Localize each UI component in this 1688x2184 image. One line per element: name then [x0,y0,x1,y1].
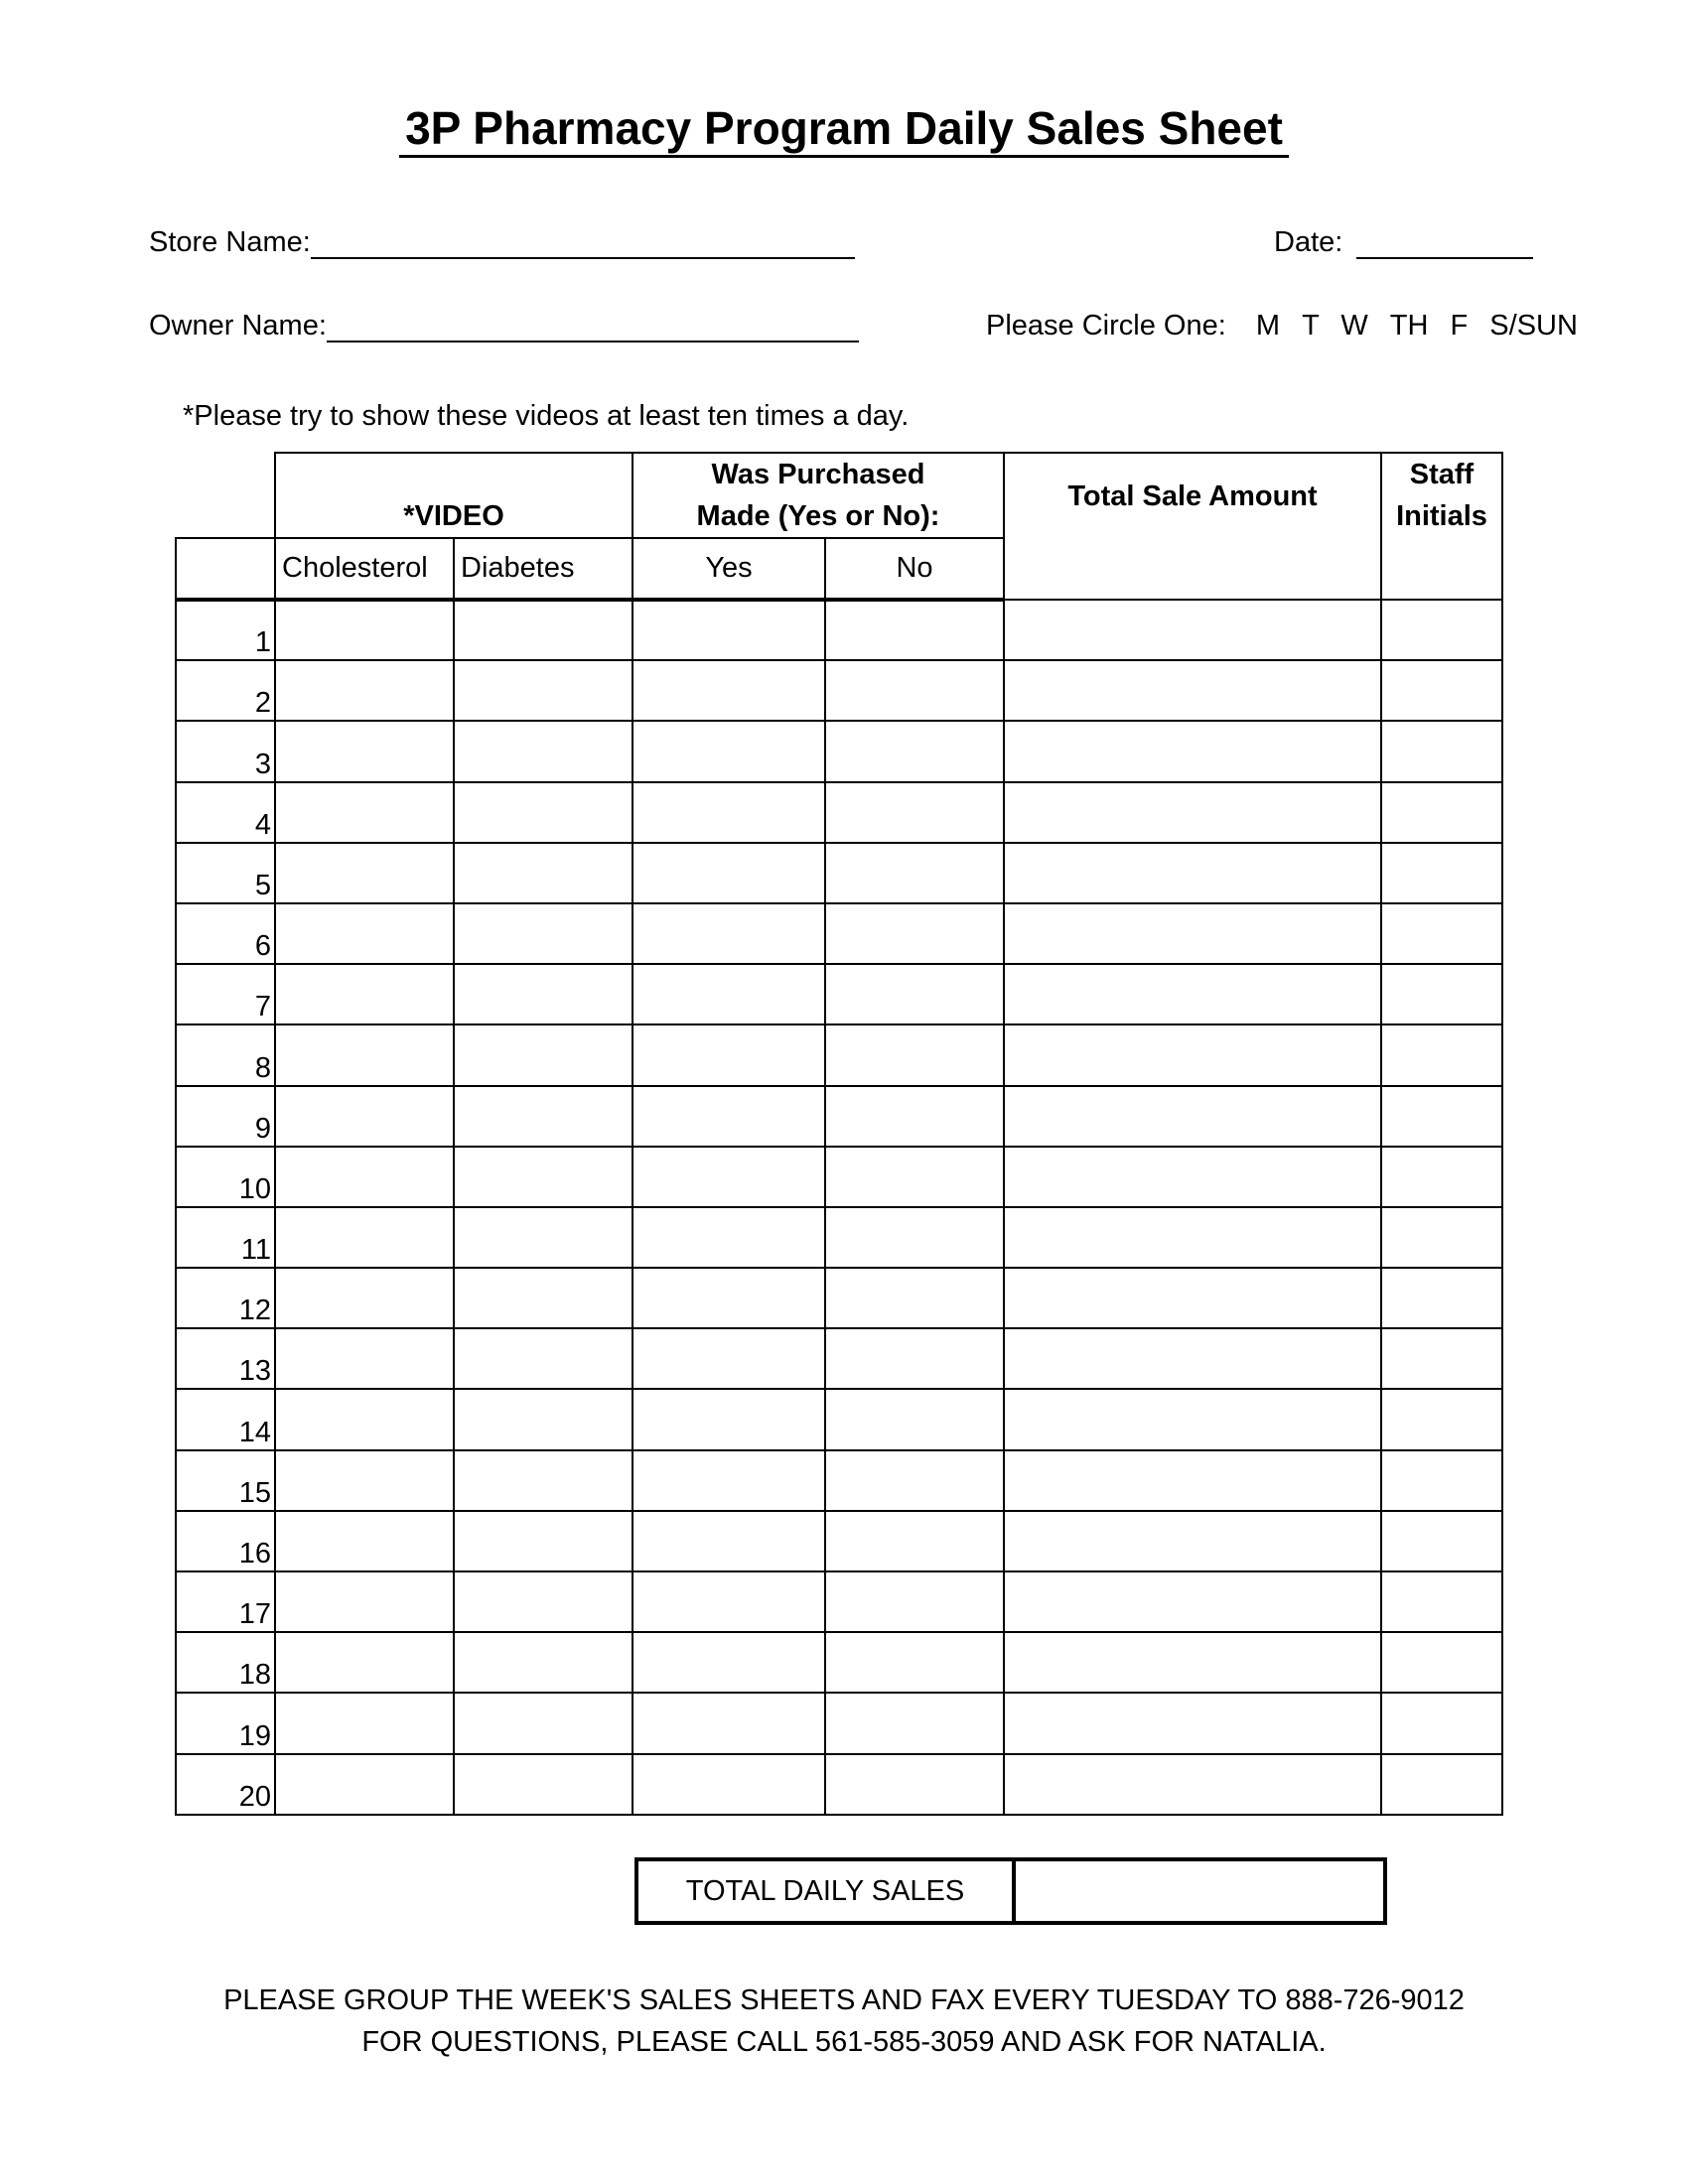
staff-initials-cell[interactable] [1381,1086,1502,1147]
cholesterol-cell[interactable] [275,1086,454,1147]
cholesterol-cell[interactable] [275,903,454,964]
footer-fax-instructions: PLEASE GROUP THE WEEK'S SALES SHEETS AND FAX EVERY TUESDAY TO 888-726-9012 [223,1984,1465,2016]
diabetes-cell[interactable] [454,1268,633,1328]
table-row [176,843,1502,903]
purchased-header [633,453,1004,538]
row-number-header [176,538,275,600]
circle-one-label: Please Circle One: [986,310,1226,341]
store-name-label: Store Name: [149,226,311,258]
table-row [176,660,1502,721]
no-cell[interactable] [825,1754,1004,1815]
header-blank [176,453,275,538]
yes-cell[interactable] [633,1207,825,1268]
row-number: 1 [176,600,275,660]
total-sale-cell[interactable] [1004,843,1381,903]
diabetes-cell[interactable] [454,660,633,721]
total-sale-cell[interactable] [1004,1147,1381,1207]
store-name-row [149,226,855,259]
yes-cell[interactable] [633,1450,825,1511]
cholesterol-cell[interactable] [275,1147,454,1207]
no-cell[interactable] [825,1207,1004,1268]
diabetes-cell[interactable] [454,1693,633,1753]
diabetes-cell[interactable] [454,964,633,1024]
table-row [176,721,1502,781]
no-cell[interactable] [825,1693,1004,1753]
yes-cell[interactable] [633,1754,825,1815]
table-row [176,1086,1502,1147]
yes-cell[interactable] [633,1328,825,1389]
row-number: 8 [176,1024,275,1085]
row-number: 15 [176,1450,275,1511]
row-number: 7 [176,964,275,1024]
staff-initials-cell[interactable] [1381,1511,1502,1571]
no-header: No [825,538,1004,600]
video-note: *Please try to show these videos at least ten times a day. [183,400,910,432]
cholesterol-cell[interactable] [275,782,454,843]
total-sale-cell[interactable] [1004,903,1381,964]
cholesterol-cell[interactable] [275,721,454,781]
diabetes-cell[interactable] [454,1389,633,1449]
day-option-t[interactable]: T [1302,310,1320,341]
row-number: 12 [176,1268,275,1328]
staff-header-line2: Initials [1396,500,1487,532]
cholesterol-cell[interactable] [275,1571,454,1632]
row-number: 5 [176,843,275,903]
no-cell[interactable] [825,782,1004,843]
table-row [176,1632,1502,1693]
yes-cell[interactable] [633,1086,825,1147]
no-cell[interactable] [825,1086,1004,1147]
row-number: 16 [176,1511,275,1571]
no-cell[interactable] [825,843,1004,903]
owner-name-label: Owner Name: [149,310,327,341]
table-row [176,1024,1502,1085]
video-header: *VIDEO [275,453,633,538]
page-title [0,101,1688,155]
total-sale-cell[interactable] [1004,1693,1381,1753]
row-number: 3 [176,721,275,781]
total-sale-header: Total Sale Amount [1004,453,1381,600]
owner-name-row [149,310,859,342]
total-daily-sales-label: TOTAL DAILY SALES [638,1861,1016,1921]
table-row [176,1754,1502,1815]
diabetes-cell[interactable] [454,1571,633,1632]
owner-name-field[interactable] [327,313,859,342]
yes-cell[interactable] [633,1024,825,1085]
table-row [176,1268,1502,1328]
row-number: 14 [176,1389,275,1449]
diabetes-cell[interactable] [454,1754,633,1815]
row-number: 4 [176,782,275,843]
date-row [1274,226,1533,259]
header-row [176,453,1502,538]
table-row [176,1207,1502,1268]
table-row [176,903,1502,964]
total-sale-cell[interactable] [1004,1632,1381,1693]
staff-initials-cell[interactable] [1381,660,1502,721]
staff-initials-cell[interactable] [1381,1632,1502,1693]
staff-initials-cell[interactable] [1381,843,1502,903]
staff-initials-cell[interactable] [1381,600,1502,660]
cholesterol-cell[interactable] [275,1511,454,1571]
cholesterol-cell[interactable] [275,1268,454,1328]
footer-contact-info: FOR QUESTIONS, PLEASE CALL 561-585-3059 AND ASK FOR NATALIA. [361,2026,1327,2058]
no-cell[interactable] [825,660,1004,721]
total-sale-cell[interactable] [1004,1328,1381,1389]
total-sale-cell[interactable] [1004,660,1381,721]
total-sale-cell[interactable] [1004,1207,1381,1268]
total-daily-sales-box [634,1857,1387,1925]
staff-header-line1: Staff [1409,459,1475,490]
diabetes-cell[interactable] [454,600,633,660]
row-number: 18 [176,1632,275,1693]
total-sale-cell[interactable] [1004,1511,1381,1571]
table-row [176,1571,1502,1632]
yes-cell[interactable] [633,1693,825,1753]
day-option-th[interactable]: TH [1389,310,1429,341]
table-row [176,782,1502,843]
total-sale-cell[interactable] [1004,600,1381,660]
cholesterol-cell[interactable] [275,1389,454,1449]
cholesterol-cell[interactable] [275,1693,454,1753]
total-daily-sales-field[interactable] [1016,1861,1383,1921]
staff-initials-cell[interactable] [1381,964,1502,1024]
diabetes-cell[interactable] [454,1086,633,1147]
staff-initials-cell[interactable] [1381,1571,1502,1632]
cholesterol-cell[interactable] [275,843,454,903]
diabetes-cell[interactable] [454,1450,633,1511]
yes-cell[interactable] [633,964,825,1024]
diabetes-header: Diabetes [454,538,633,600]
diabetes-cell[interactable] [454,1328,633,1389]
purchased-header-line2: Made (Yes or No): [696,500,940,532]
no-cell[interactable] [825,1571,1004,1632]
cholesterol-cell[interactable] [275,1632,454,1693]
row-number: 2 [176,660,275,721]
yes-cell[interactable] [633,1632,825,1693]
date-label: Date: [1274,226,1343,258]
diabetes-cell[interactable] [454,782,633,843]
diabetes-cell[interactable] [454,843,633,903]
total-sale-cell[interactable] [1004,1086,1381,1147]
day-circle-row [986,310,1578,342]
total-sale-cell[interactable] [1004,1754,1381,1815]
diabetes-cell[interactable] [454,721,633,781]
diabetes-cell[interactable] [454,1632,633,1693]
no-cell[interactable] [825,1632,1004,1693]
store-name-field[interactable] [311,229,855,259]
no-cell[interactable] [825,1450,1004,1511]
cholesterol-header: Cholesterol [275,538,454,600]
diabetes-cell[interactable] [454,1207,633,1268]
staff-initials-cell[interactable] [1381,1207,1502,1268]
row-number: 9 [176,1086,275,1147]
staff-initials-cell[interactable] [1381,1450,1502,1511]
table-row [176,964,1502,1024]
table-row [176,600,1502,660]
yes-cell[interactable] [633,782,825,843]
yes-cell[interactable] [633,600,825,660]
total-sale-cell[interactable] [1004,1389,1381,1449]
cholesterol-cell[interactable] [275,1754,454,1815]
staff-initials-cell[interactable] [1381,782,1502,843]
staff-initials-header [1381,453,1502,600]
cholesterol-cell[interactable] [275,600,454,660]
no-cell[interactable] [825,903,1004,964]
row-number: 6 [176,903,275,964]
no-cell[interactable] [825,721,1004,781]
no-cell[interactable] [825,1511,1004,1571]
cholesterol-cell[interactable] [275,1328,454,1389]
cholesterol-cell[interactable] [275,1024,454,1085]
title-text: 3P Pharmacy Program Daily Sales Sheet [399,102,1289,158]
staff-initials-cell[interactable] [1381,1328,1502,1389]
row-number: 11 [176,1207,275,1268]
no-cell[interactable] [825,1328,1004,1389]
yes-cell[interactable] [633,1511,825,1571]
no-cell[interactable] [825,600,1004,660]
no-cell[interactable] [825,1024,1004,1085]
yes-cell[interactable] [633,721,825,781]
diabetes-cell[interactable] [454,1147,633,1207]
total-sale-cell[interactable] [1004,1024,1381,1085]
yes-header: Yes [633,538,825,600]
staff-initials-cell[interactable] [1381,1389,1502,1449]
total-sale-cell[interactable] [1004,1268,1381,1328]
yes-cell[interactable] [633,1571,825,1632]
yes-cell[interactable] [633,1268,825,1328]
cholesterol-cell[interactable] [275,964,454,1024]
total-sale-cell[interactable] [1004,964,1381,1024]
staff-initials-cell[interactable] [1381,903,1502,964]
total-sale-cell[interactable] [1004,1450,1381,1511]
staff-initials-cell[interactable] [1381,721,1502,781]
diabetes-cell[interactable] [454,1024,633,1085]
no-cell[interactable] [825,1268,1004,1328]
row-number: 19 [176,1693,275,1753]
no-cell[interactable] [825,964,1004,1024]
staff-initials-cell[interactable] [1381,1024,1502,1085]
yes-cell[interactable] [633,1389,825,1449]
staff-initials-cell[interactable] [1381,1147,1502,1207]
purchased-header-line1: Was Purchased [711,459,925,490]
total-sale-cell[interactable] [1004,1571,1381,1632]
day-option-w[interactable]: W [1340,310,1368,341]
yes-cell[interactable] [633,660,825,721]
total-sale-cell[interactable] [1004,782,1381,843]
total-sale-cell[interactable] [1004,721,1381,781]
yes-cell[interactable] [633,843,825,903]
table-row [176,1693,1502,1753]
cholesterol-cell[interactable] [275,1207,454,1268]
diabetes-cell[interactable] [454,1511,633,1571]
date-field[interactable] [1356,229,1533,259]
row-number: 17 [176,1571,275,1632]
table-row [176,1328,1502,1389]
table-row [176,1389,1502,1449]
row-number: 20 [176,1754,275,1815]
staff-initials-cell[interactable] [1381,1693,1502,1753]
day-option-m[interactable]: M [1255,310,1281,341]
table-row [176,1147,1502,1207]
no-cell[interactable] [825,1147,1004,1207]
row-number: 13 [176,1328,275,1389]
yes-cell[interactable] [633,903,825,964]
row-number: 10 [176,1147,275,1207]
sales-table [175,452,1503,1816]
day-option-f[interactable]: F [1450,310,1469,341]
yes-cell[interactable] [633,1147,825,1207]
table-row [176,1511,1502,1571]
staff-initials-cell[interactable] [1381,1754,1502,1815]
staff-initials-cell[interactable] [1381,1268,1502,1328]
no-cell[interactable] [825,1389,1004,1449]
diabetes-cell[interactable] [454,903,633,964]
day-option-s-sun[interactable]: S/SUN [1489,310,1578,341]
table-row [176,1450,1502,1511]
cholesterol-cell[interactable] [275,1450,454,1511]
cholesterol-cell[interactable] [275,660,454,721]
